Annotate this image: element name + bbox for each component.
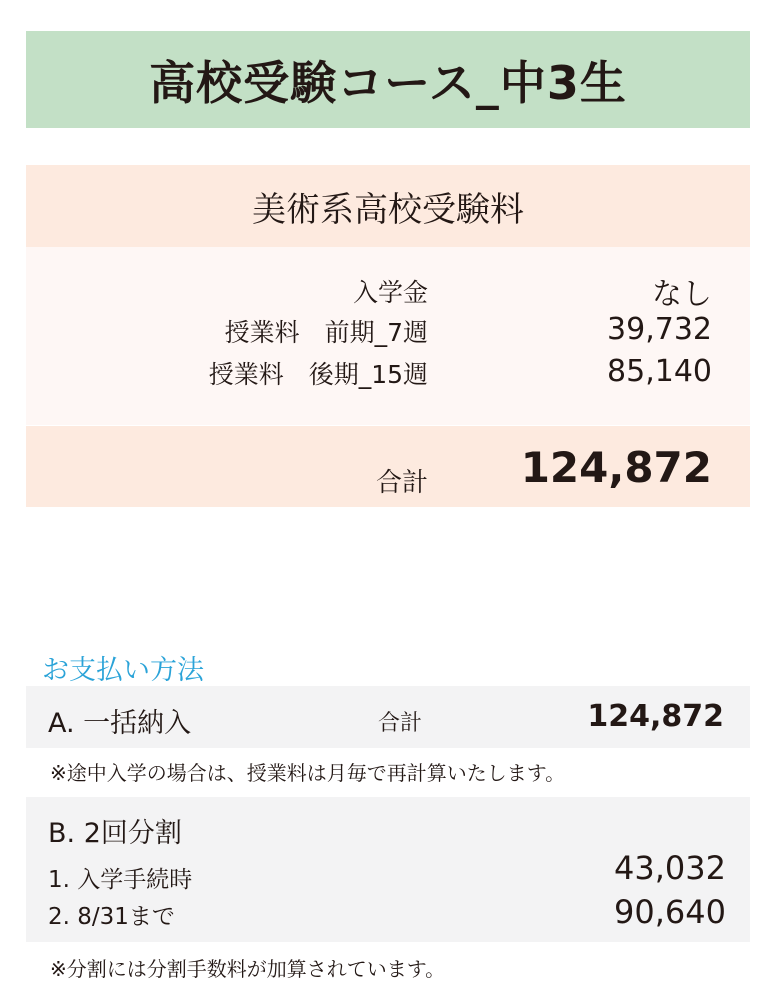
fee-item-label: 授業料 前期_7週 (224, 318, 428, 347)
fee-section-title: 美術系高校受験料 (252, 189, 524, 230)
option-b-label: B. 2回分割 (48, 818, 182, 849)
fee-total-label: 合計 (375, 468, 428, 498)
fee-total-value: 124,872 (520, 443, 712, 492)
installment-label: 2. 8/31まで (48, 904, 175, 930)
payment-option-a (26, 686, 750, 748)
installment-value: 43,032 (614, 849, 726, 887)
option-a-total-value: 124,872 (587, 699, 724, 734)
payment-option-b (26, 797, 750, 942)
option-a-total-label: 合計 (378, 711, 423, 736)
installment-label: 1. 入学手続時 (48, 867, 193, 893)
payment-heading: お支払い方法 (42, 655, 204, 686)
fee-item-value: 39,732 (607, 312, 712, 347)
installment-value: 90,640 (614, 893, 726, 931)
fee-item-value: 85,140 (607, 354, 712, 389)
fee-item-label: 授業料 後期_15週 (208, 360, 428, 389)
fee-section-header (26, 165, 750, 247)
fee-total-row (26, 426, 750, 507)
fee-item-value: なし (652, 277, 712, 312)
fee-item-label: 入学金 (352, 278, 428, 307)
fee-breakdown (26, 247, 750, 425)
page-title: 高校受験コース_中3生 (149, 55, 627, 110)
title-banner (26, 31, 750, 128)
option-a-label: A. 一括納入 (48, 708, 192, 739)
option-a-note: ※途中入学の場合は、授業料は月毎で再計算いたします。 (50, 761, 566, 785)
option-b-note: ※分割には分割手数料が加算されています。 (50, 957, 446, 981)
